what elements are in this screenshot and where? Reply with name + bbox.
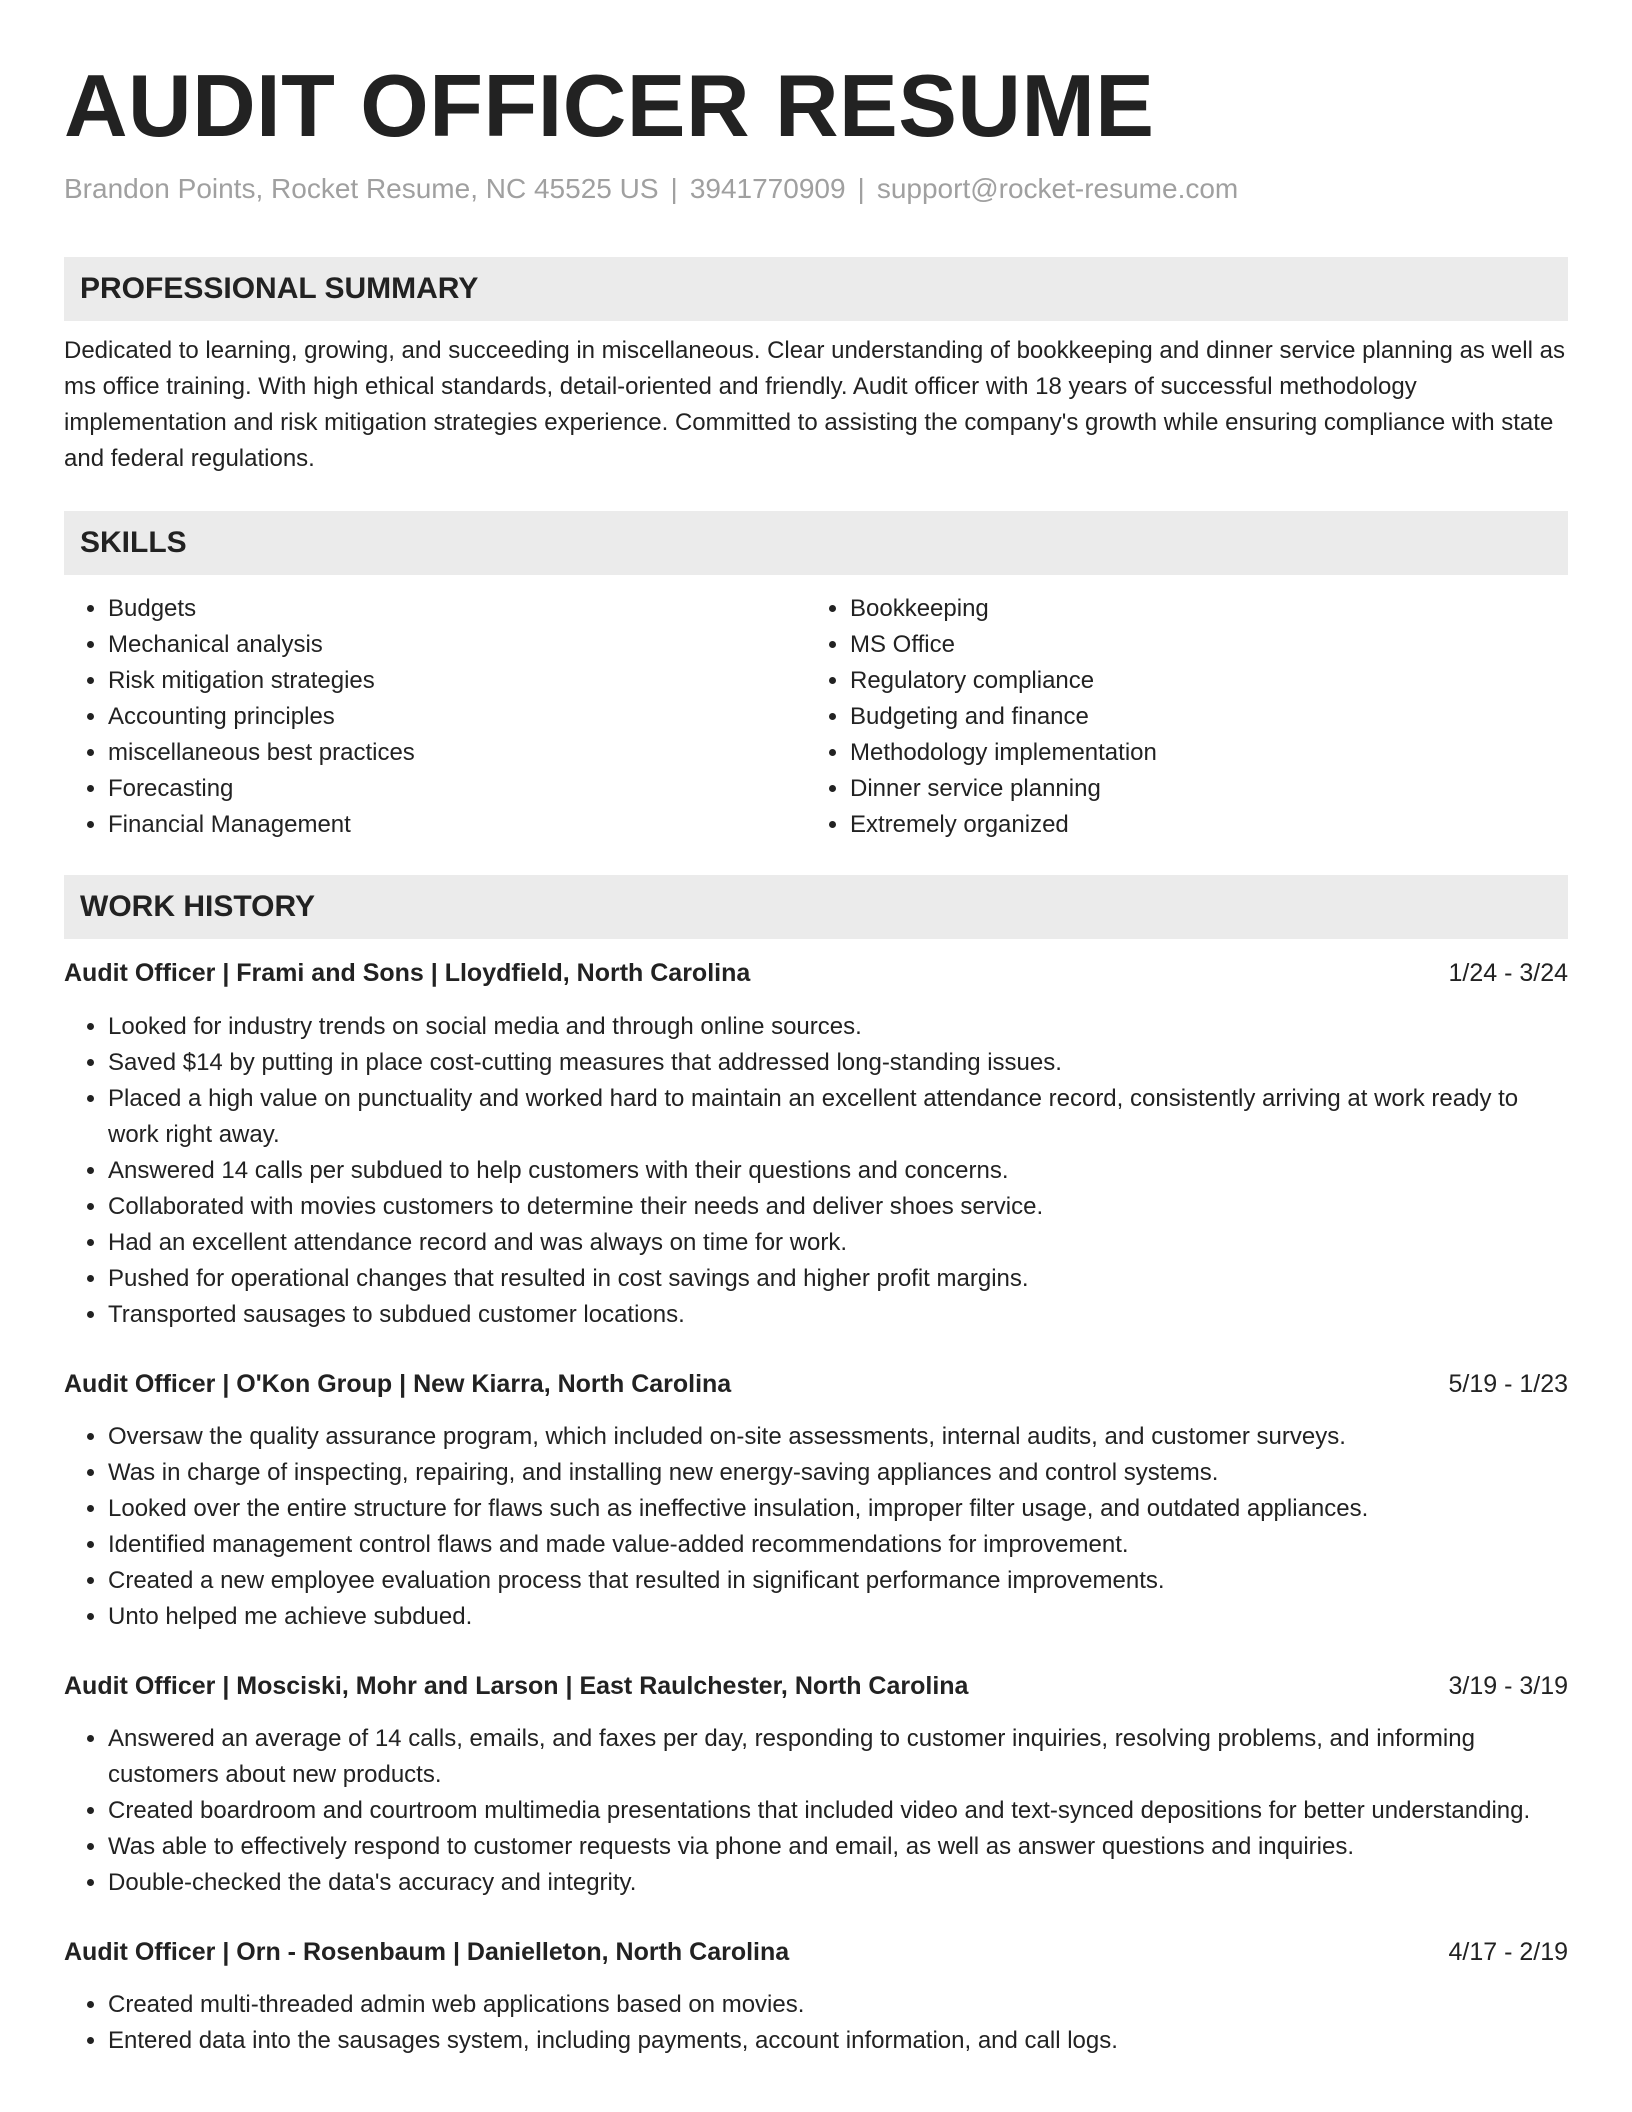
skill-item: • Mechanical analysis	[108, 627, 806, 663]
job-bullet: • Looked over the entire structure for flaws such as ineffective insulation, improper filter usage, and outdated appliances.	[108, 1491, 1568, 1527]
job-header	[64, 1668, 1568, 1704]
job-bullet: • Placed a high value on punctuality and worked hard to maintain an excellent attendance record, consistently arriving at work ready to work right away.	[108, 1081, 1568, 1153]
skill-item: • Forecasting	[108, 771, 806, 807]
skill-item: • Budgeting and finance	[850, 699, 1566, 735]
job-bullet: • Looked for industry trends on social media and through online sources.	[108, 1009, 1568, 1045]
skills-section-header: SKILLS	[64, 511, 1568, 575]
job-title: Audit Officer | Mosciski, Mohr and Larson | East Raulchester, North Carolina	[64, 1672, 969, 1700]
job-bullet: • Unto helped me achieve subdued.	[108, 1599, 1568, 1635]
job-title: Audit Officer | O'Kon Group | New Kiarra, North Carolina	[64, 1370, 732, 1398]
contact-phone: 3941770909	[689, 173, 846, 204]
skills-list	[64, 591, 1568, 843]
job-dates: 4/17 - 2/19	[1448, 1938, 1568, 1966]
job-bullet: • Had an excellent attendance record and was always on time for work.	[108, 1225, 1568, 1261]
job-bullet: • Double-checked the data's accuracy and integrity.	[108, 1865, 1568, 1901]
job-bullet: • Created multi-threaded admin web applications based on movies.	[108, 1987, 1568, 2023]
skill-item: • Budgets	[108, 591, 806, 627]
skills-left-column	[64, 591, 806, 843]
skill-item: • Methodology implementation	[850, 735, 1566, 771]
resume-title: AUDIT OFFICER RESUME	[64, 56, 1155, 155]
contact-address: Brandon Points, Rocket Resume, NC 45525 US	[64, 173, 659, 204]
job-dates: 5/19 - 1/23	[1448, 1370, 1568, 1398]
job-bullet: • Was able to effectively respond to customer requests via phone and email, as well as answer questions and inquiries.	[108, 1829, 1568, 1865]
skill-item: • Risk mitigation strategies	[108, 663, 806, 699]
summary-section-header: PROFESSIONAL SUMMARY	[64, 257, 1568, 321]
job-bullet: • Oversaw the quality assurance program, which included on-site assessments, internal audits, and customer surveys.	[108, 1419, 1568, 1455]
job-bullet: • Pushed for operational changes that resulted in cost savings and higher profit margins.	[108, 1261, 1568, 1297]
job-bullet: • Created a new employee evaluation process that resulted in significant performance improvements.	[108, 1563, 1568, 1599]
job-bullet: • Collaborated with movies customers to determine their needs and deliver shoes service.	[108, 1189, 1568, 1225]
job-bullets	[64, 1009, 1568, 1333]
job-entry	[64, 1366, 1568, 1635]
skill-item: • miscellaneous best practices	[108, 735, 806, 771]
job-bullets	[64, 1419, 1568, 1635]
work-history-section-header: WORK HISTORY	[64, 875, 1568, 939]
job-title: Audit Officer | Orn - Rosenbaum | Danielleton, North Carolina	[64, 1938, 790, 1966]
job-bullet: • Saved $14 by putting in place cost-cutting measures that addressed long-standing issues.	[108, 1045, 1568, 1081]
contact-email: support@rocket-resume.com	[876, 173, 1239, 204]
job-dates: 1/24 - 3/24	[1448, 959, 1568, 987]
contact-line	[64, 172, 1568, 206]
job-header	[64, 1366, 1568, 1402]
job-dates: 3/19 - 3/19	[1448, 1672, 1568, 1700]
job-bullet: • Answered an average of 14 calls, emails, and faxes per day, responding to customer inquiries, resolving problems, and informing customers about new products.	[108, 1721, 1568, 1793]
skill-item: • Dinner service planning	[850, 771, 1566, 807]
skill-item: • MS Office	[850, 627, 1566, 663]
job-header	[64, 1934, 1568, 1970]
job-bullet: • Was in charge of inspecting, repairing, and installing new energy-saving appliances and control systems.	[108, 1455, 1568, 1491]
job-entry	[64, 1668, 1568, 1901]
job-bullet: • Answered 14 calls per subdued to help customers with their questions and concerns.	[108, 1153, 1568, 1189]
job-title: Audit Officer | Frami and Sons | Lloydfield, North Carolina	[64, 959, 751, 987]
skill-item: • Financial Management	[108, 807, 806, 843]
skill-item: • Regulatory compliance	[850, 663, 1566, 699]
job-entry	[64, 955, 1568, 1333]
skill-item: • Accounting principles	[108, 699, 806, 735]
job-bullet: • Transported sausages to subdued customer locations.	[108, 1297, 1568, 1333]
job-entry	[64, 1934, 1568, 2059]
summary-text: Dedicated to learning, growing, and succeeding in miscellaneous. Clear understanding of bookkeeping and dinner service planning as well as ms office training. With high ethical standards, detail-oriented and friendly. Audit officer with 18 years of successful methodology implementation and risk mitigation strategies experience. Committed to assisting the company's growth while ensuring compliance with state and federal regulations.	[64, 337, 1565, 472]
job-bullets	[64, 1987, 1568, 2059]
job-bullet: • Identified management control flaws and made value-added recommendations for improvement.	[108, 1527, 1568, 1563]
skills-right-column	[806, 591, 1566, 843]
job-bullet: • Entered data into the sausages system, including payments, account information, and call logs.	[108, 2023, 1568, 2059]
skill-item: • Extremely organized	[850, 807, 1566, 843]
job-bullets	[64, 1721, 1568, 1901]
contact-separator: |	[857, 173, 865, 204]
job-bullet: • Created boardroom and courtroom multimedia presentations that included video and text-synced depositions for better understanding.	[108, 1793, 1568, 1829]
skill-item: • Bookkeeping	[850, 591, 1566, 627]
contact-separator: |	[670, 173, 678, 204]
job-header	[64, 955, 1568, 991]
